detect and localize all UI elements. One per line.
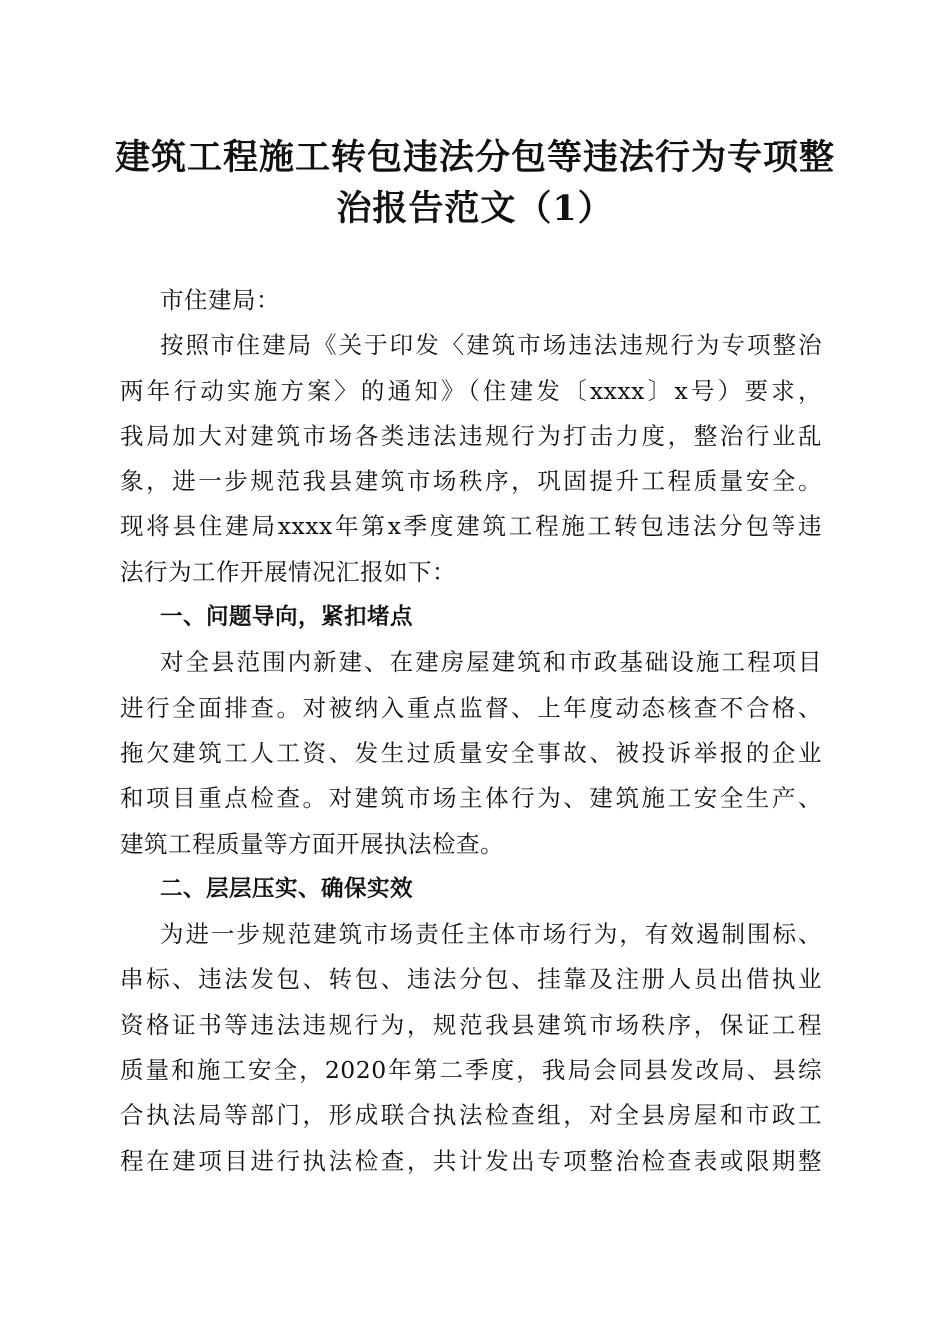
section-1-line: 进行全面排查。对被纳入重点监督、上年度动态核查不合格、 (120, 693, 822, 722)
section-2-line: 资格证书等违法违规行为，规范我县建筑市场秩序，保证工程 (120, 1010, 822, 1039)
intro-line: 按照市住建局《关于印发〈建筑市场违法违规行为专项整治 (160, 331, 822, 360)
document-title (112, 132, 838, 234)
section-2-line: 为进一步规范建筑市场责任主体市场行为，有效遏制围标、 (160, 920, 822, 949)
section-2-line: 合执法局等部门，形成联合执法检查组，对全县房屋和市政工 (120, 1101, 822, 1130)
section-1-line: 和项目重点检查。对建筑市场主体行为、建筑施工安全生产、 (120, 784, 822, 813)
document-body (120, 278, 822, 1184)
section-2-paragraph (120, 912, 822, 1184)
section-2-line: 程在建项目进行执法检查，共计发出专项整治检查表或限期整 (120, 1146, 822, 1175)
section-2-heading: 二、层层压实、确保实效 (160, 875, 414, 902)
intro-line: 我局加大对建筑市场各类违法违规行为打击力度，整治行业乱 (120, 421, 822, 450)
section-1-heading: 一、问题导向，紧扣堵点 (160, 604, 414, 631)
intro-paragraph (120, 323, 822, 595)
section-1-paragraph (120, 640, 822, 866)
title-line-1: 建筑工程施工转包违法分包等违法行为专项整 (114, 137, 835, 178)
section-1-line: 对全县范围内新建、在建房屋建筑和市政基础设施工程项目 (160, 648, 822, 677)
title-line-2: 治报告范文（1） (336, 188, 614, 229)
section-1-line: 拖欠建筑工人工资、发生过质量安全事故、被投诉举报的企业 (120, 738, 822, 767)
section-1-line: 建筑工程质量等方面开展执法检查。 (120, 829, 504, 858)
intro-line: 两年行动实施方案〉的通知》（住建发〔xxxx〕x号）要求， (120, 376, 822, 405)
intro-line: 法行为工作开展情况汇报如下： (120, 557, 456, 586)
section-2-line: 串标、违法发包、转包、违法分包、挂靠及注册人员出借执业 (120, 965, 822, 994)
section-2-line: 质量和施工安全，2020年第二季度，我局会同县发改局、县综 (120, 1056, 822, 1085)
intro-line: 现将县住建局xxxx年第x季度建筑工程施工转包违法分包等违 (120, 512, 822, 541)
intro-line: 象，进一步规范我县建筑市场秩序，巩固提升工程质量安全。 (120, 467, 822, 496)
salutation: 市住建局： (160, 286, 280, 314)
